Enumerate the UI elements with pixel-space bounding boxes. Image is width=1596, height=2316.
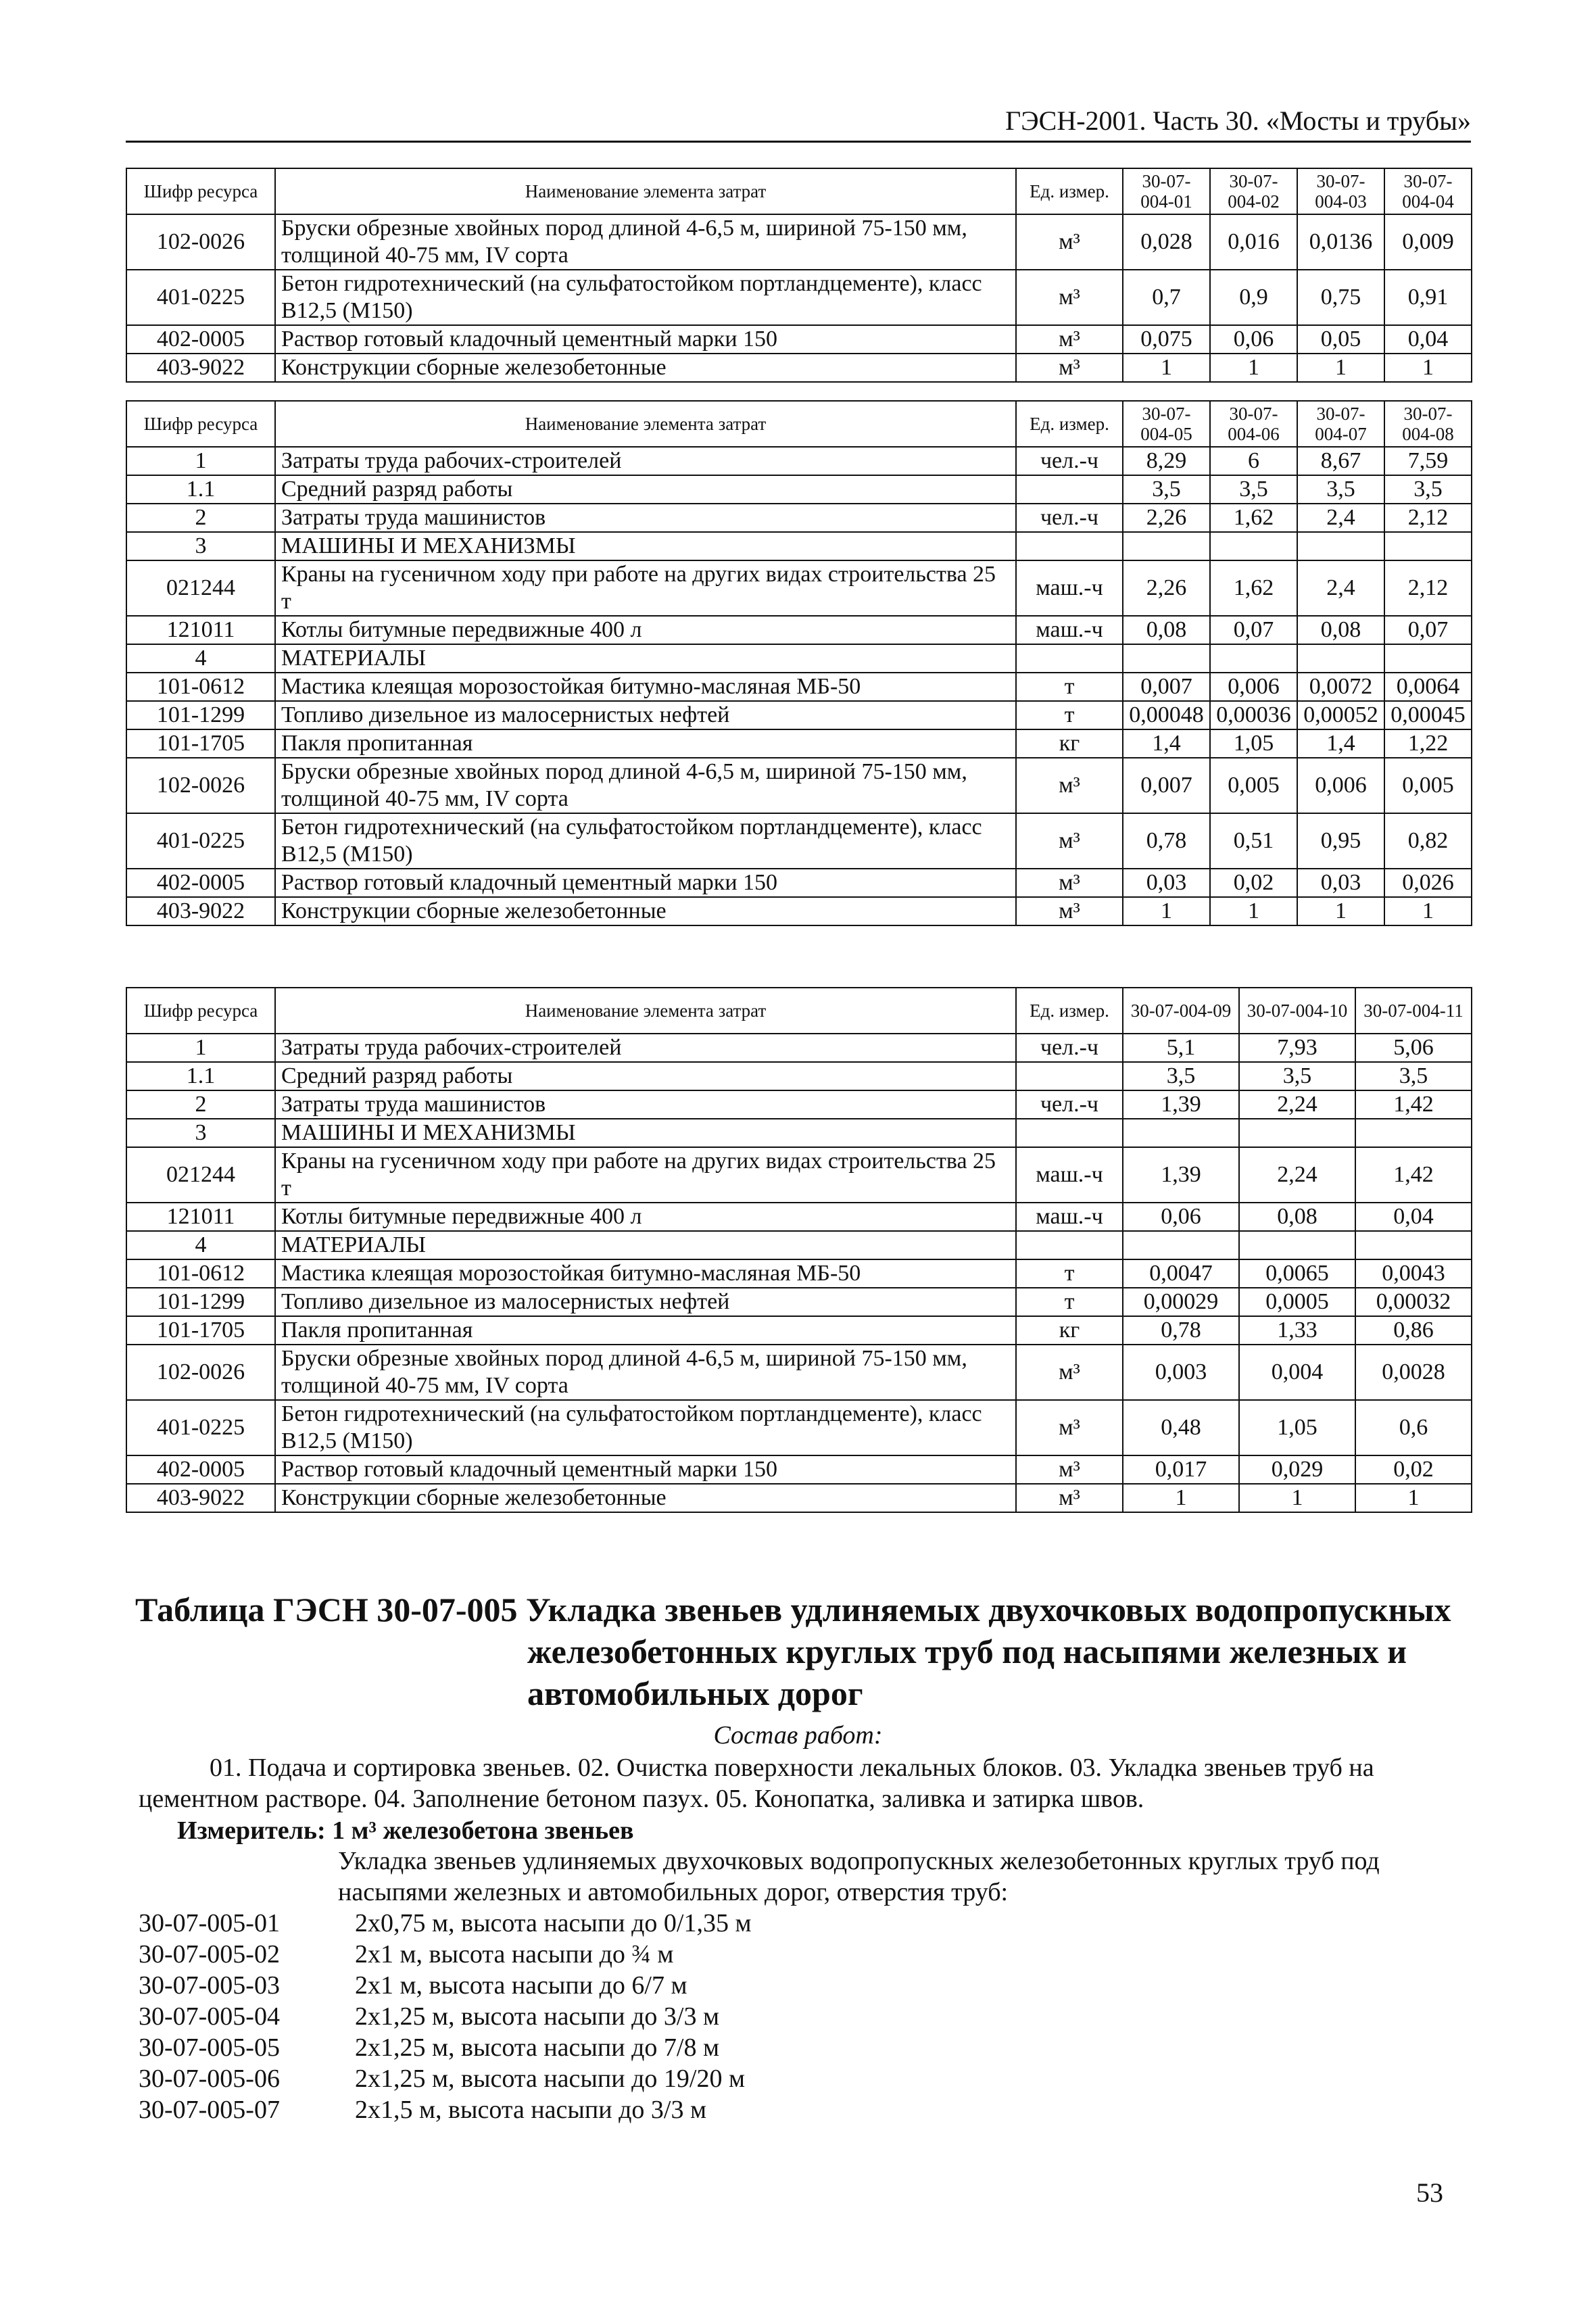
value-cell: [1297, 532, 1384, 560]
value-cell: 1: [1123, 354, 1210, 382]
table-row: [126, 1345, 1472, 1400]
unit-cell: [1016, 532, 1123, 560]
value-cell: [1239, 1231, 1355, 1259]
table-row: [126, 447, 1472, 475]
table-row: [126, 1484, 1472, 1512]
norm-text: 2х1 м, высота насыпи до 6/7 м: [355, 1971, 687, 2000]
value-cell: 1,39: [1123, 1090, 1239, 1119]
col-header-norm: 30-07-004-10: [1239, 988, 1355, 1034]
list-item: [139, 2063, 1220, 2094]
value-cell: 0,9: [1210, 270, 1297, 325]
table-row: [126, 214, 1472, 270]
value-cell: 0,06: [1123, 1203, 1239, 1231]
resource-code-cell: 4: [126, 644, 275, 673]
resource-name-cell: Бруски обрезные хвойных пород длиной 4-6,5 м, шириной 75-150 мм, толщиной 40-75 мм, IV сорта: [275, 1345, 1016, 1400]
value-cell: 5,06: [1355, 1034, 1472, 1062]
resource-code-cell: 101-0612: [126, 1259, 275, 1288]
unit-cell: [1016, 475, 1123, 504]
table-row: [126, 1231, 1472, 1259]
value-cell: [1210, 644, 1297, 673]
value-cell: 7,93: [1239, 1034, 1355, 1062]
resource-code-cell: 402-0005: [126, 1455, 275, 1484]
col-header-name: Наименование элемента затрат: [275, 401, 1016, 447]
col-header-unit: Ед. измер.: [1016, 988, 1123, 1034]
resource-code-cell: 4: [126, 1231, 275, 1259]
value-cell: 0,029: [1239, 1455, 1355, 1484]
resource-code-cell: 402-0005: [126, 869, 275, 897]
norm-text: 2х1,25 м, высота насыпи до 7/8 м: [355, 2033, 720, 2062]
resource-code-cell: 1.1: [126, 1062, 275, 1090]
value-cell: 0,0065: [1239, 1259, 1355, 1288]
section-title-line-2: железобетонных круглых труб под насыпями железных и автомобильных дорог: [527, 1633, 1407, 1712]
value-cell: 0,009: [1384, 214, 1472, 270]
value-cell: 1: [1123, 1484, 1239, 1512]
unit-cell: кг: [1016, 729, 1123, 758]
table-row: [126, 1400, 1472, 1455]
table-row: [126, 1259, 1472, 1288]
value-cell: 1,05: [1239, 1400, 1355, 1455]
resource-code-cell: 102-0026: [126, 1345, 275, 1400]
table-row: [126, 504, 1472, 532]
table-row: [126, 729, 1472, 758]
value-cell: 2,26: [1123, 504, 1210, 532]
table-row: [126, 673, 1472, 701]
value-cell: 0,0043: [1355, 1259, 1472, 1288]
table-row: [126, 869, 1472, 897]
resource-name-cell: Топливо дизельное из малосернистых нефтей: [275, 701, 1016, 729]
unit-cell: м³: [1016, 1484, 1123, 1512]
table-row: [126, 354, 1472, 382]
resource-table-1: [126, 168, 1472, 383]
resource-code-cell: 402-0005: [126, 325, 275, 354]
resource-name-cell: Краны на гусеничном ходу при работе на других видах строительства 25 т: [275, 1147, 1016, 1203]
table-row: [126, 1316, 1472, 1345]
resource-code-cell: 3: [126, 532, 275, 560]
unit-cell: м³: [1016, 325, 1123, 354]
measure-unit: Измеритель: 1 м³ железобетона звеньев: [177, 1816, 634, 1845]
resource-code-cell: 1.1: [126, 475, 275, 504]
value-cell: 0,003: [1123, 1345, 1239, 1400]
value-cell: 1,42: [1355, 1147, 1472, 1203]
unit-cell: [1016, 1231, 1123, 1259]
value-cell: 0,026: [1384, 869, 1472, 897]
resource-name-cell: Мастика клеящая морозостойкая битумно-масляная МБ-50: [275, 673, 1016, 701]
resource-name-cell: Затраты труда машинистов: [275, 1090, 1016, 1119]
value-cell: 0,075: [1123, 325, 1210, 354]
resource-name-cell: Топливо дизельное из малосернистых нефтей: [275, 1288, 1016, 1316]
col-header-unit: Ед. измер.: [1016, 401, 1123, 447]
value-cell: 1,05: [1210, 729, 1297, 758]
composition-label: Состав работ:: [713, 1721, 883, 1750]
table-row: [126, 616, 1472, 644]
resource-name-cell: Затраты труда рабочих-строителей: [275, 447, 1016, 475]
table-row: [126, 1119, 1472, 1147]
value-cell: 2,12: [1384, 504, 1472, 532]
resource-code-cell: 403-9022: [126, 354, 275, 382]
resource-code-cell: 101-1299: [126, 1288, 275, 1316]
table-row: [126, 897, 1472, 925]
col-header-norm: 30-07-004-11: [1355, 988, 1472, 1034]
value-cell: 8,67: [1297, 447, 1384, 475]
value-cell: 0,016: [1210, 214, 1297, 270]
table-row: [126, 644, 1472, 673]
resource-code-cell: 401-0225: [126, 813, 275, 869]
resource-code-cell: 401-0225: [126, 1400, 275, 1455]
value-cell: 0,005: [1384, 758, 1472, 813]
table-row: [126, 1288, 1472, 1316]
col-header-code: Шифр ресурса: [126, 168, 275, 214]
value-cell: 1,4: [1123, 729, 1210, 758]
value-cell: 0,0064: [1384, 673, 1472, 701]
table-row: [126, 701, 1472, 729]
value-cell: 0,006: [1210, 673, 1297, 701]
value-cell: [1123, 1119, 1239, 1147]
value-cell: 8,29: [1123, 447, 1210, 475]
value-cell: 0,91: [1384, 270, 1472, 325]
value-cell: 2,24: [1239, 1147, 1355, 1203]
resource-code-cell: 401-0225: [126, 270, 275, 325]
value-cell: 0,00032: [1355, 1288, 1472, 1316]
value-cell: [1239, 1119, 1355, 1147]
resource-code-cell: 403-9022: [126, 1484, 275, 1512]
list-item: [139, 1939, 1220, 1970]
unit-cell: м³: [1016, 1455, 1123, 1484]
value-cell: 3,5: [1123, 475, 1210, 504]
value-cell: [1210, 532, 1297, 560]
resource-name-cell: Бетон гидротехнический (на сульфатостойком портландцементе), класс В12,5 (М150): [275, 1400, 1016, 1455]
resource-code-cell: 2: [126, 1090, 275, 1119]
value-cell: 0,0136: [1297, 214, 1384, 270]
value-cell: 1,62: [1210, 560, 1297, 616]
value-cell: 0,007: [1123, 758, 1210, 813]
resource-code-cell: 101-0612: [126, 673, 275, 701]
value-cell: 0,0072: [1297, 673, 1384, 701]
value-cell: 0,82: [1384, 813, 1472, 869]
value-cell: 0,028: [1123, 214, 1210, 270]
list-item: [139, 1970, 1220, 2001]
value-cell: 1: [1210, 897, 1297, 925]
value-cell: 3,5: [1239, 1062, 1355, 1090]
resource-name-cell: Пакля пропитанная: [275, 729, 1016, 758]
resource-code-cell: 121011: [126, 616, 275, 644]
resource-code-cell: 101-1705: [126, 1316, 275, 1345]
value-cell: 0,7: [1123, 270, 1210, 325]
value-cell: 3,5: [1355, 1062, 1472, 1090]
operations-text: 01. Подача и сортировка звеньев. 02. Очистка поверхности лекальных блоков. 03. Укладка звеньев труб на цементном растворе. 04. Заполнение бетоном пазух. 05. Конопатка, заливка и затирка швов.: [139, 1754, 1374, 1813]
resource-code-cell: 021244: [126, 1147, 275, 1203]
resource-name-cell: Затраты труда машинистов: [275, 504, 1016, 532]
norm-code: 30-07-005-04: [139, 2002, 280, 2031]
resource-name-cell: Бруски обрезные хвойных пород длиной 4-6,5 м, шириной 75-150 мм, толщиной 40-75 мм, IV сорта: [275, 214, 1016, 270]
resource-table-3: [126, 987, 1472, 1513]
value-cell: 0,007: [1123, 673, 1210, 701]
table-row: [126, 560, 1472, 616]
table-row: [126, 1062, 1472, 1090]
col-header-name: Наименование элемента затрат: [275, 988, 1016, 1034]
value-cell: 1,39: [1123, 1147, 1239, 1203]
value-cell: 2,24: [1239, 1090, 1355, 1119]
value-cell: 0,0028: [1355, 1345, 1472, 1400]
value-cell: 2,4: [1297, 504, 1384, 532]
list-item: [139, 2032, 1220, 2063]
unit-cell: [1016, 644, 1123, 673]
unit-cell: маш.-ч: [1016, 560, 1123, 616]
unit-cell: м³: [1016, 813, 1123, 869]
value-cell: 2,26: [1123, 560, 1210, 616]
resource-name-cell: Пакля пропитанная: [275, 1316, 1016, 1345]
value-cell: 1: [1297, 897, 1384, 925]
value-cell: [1123, 532, 1210, 560]
unit-cell: т: [1016, 1259, 1123, 1288]
col-header-code: Шифр ресурса: [126, 988, 275, 1034]
table-row: [126, 758, 1472, 813]
value-cell: 0,6: [1355, 1400, 1472, 1455]
running-header: ГЭСН-2001. Часть 30. «Мосты и трубы»: [126, 101, 1471, 143]
value-cell: 1,33: [1239, 1316, 1355, 1345]
value-cell: 5,1: [1123, 1034, 1239, 1062]
value-cell: 0,02: [1210, 869, 1297, 897]
value-cell: 0,08: [1297, 616, 1384, 644]
value-cell: 2,4: [1297, 560, 1384, 616]
unit-cell: м³: [1016, 270, 1123, 325]
value-cell: 0,78: [1123, 813, 1210, 869]
value-cell: 0,78: [1123, 1316, 1239, 1345]
resource-name-cell: Мастика клеящая морозостойкая битумно-масляная МБ-50: [275, 1259, 1016, 1288]
resource-table-2: [126, 400, 1472, 926]
value-cell: 3,5: [1123, 1062, 1239, 1090]
value-cell: 3,5: [1210, 475, 1297, 504]
page-number: 53: [1416, 2177, 1443, 2208]
value-cell: 3,5: [1297, 475, 1384, 504]
unit-cell: м³: [1016, 897, 1123, 925]
unit-cell: м³: [1016, 1345, 1123, 1400]
list-item: [139, 2094, 1220, 2125]
value-cell: 0,00052: [1297, 701, 1384, 729]
unit-cell: м³: [1016, 354, 1123, 382]
value-cell: 0,00048: [1123, 701, 1210, 729]
unit-cell: кг: [1016, 1316, 1123, 1345]
norm-code: 30-07-005-02: [139, 1940, 280, 1969]
table-header-row: [126, 401, 1472, 447]
value-cell: 6: [1210, 447, 1297, 475]
resource-name-cell: Бетон гидротехнический (на сульфатостойком портландцементе), класс В12,5 (М150): [275, 270, 1016, 325]
resource-name-cell: Конструкции сборные железобетонные: [275, 897, 1016, 925]
value-cell: 0,00029: [1123, 1288, 1239, 1316]
section-title: [135, 1589, 1460, 1714]
resource-code-cell: 1: [126, 447, 275, 475]
table-row: [126, 1090, 1472, 1119]
value-cell: 0,0047: [1123, 1259, 1239, 1288]
unit-cell: маш.-ч: [1016, 1147, 1123, 1203]
value-cell: 0,86: [1355, 1316, 1472, 1345]
value-cell: 1: [1384, 897, 1472, 925]
unit-cell: т: [1016, 1288, 1123, 1316]
norm-list: [139, 1908, 1220, 2125]
list-item: [139, 1908, 1220, 1939]
value-cell: 1: [1123, 897, 1210, 925]
value-cell: [1123, 644, 1210, 673]
value-cell: 0,03: [1297, 869, 1384, 897]
resource-name-cell: Котлы битумные передвижные 400 л: [275, 1203, 1016, 1231]
value-cell: 0,07: [1384, 616, 1472, 644]
table-row: [126, 270, 1472, 325]
value-cell: 0,04: [1355, 1203, 1472, 1231]
col-header-name: Наименование элемента затрат: [275, 168, 1016, 214]
value-cell: 0,004: [1239, 1345, 1355, 1400]
col-header-norm: 30-07-004-01: [1123, 168, 1210, 214]
unit-cell: чел.-ч: [1016, 447, 1123, 475]
table-row: [126, 475, 1472, 504]
resource-name-cell: Краны на гусеничном ходу при работе на других видах строительства 25 т: [275, 560, 1016, 616]
value-cell: [1384, 644, 1472, 673]
resource-code-cell: 3: [126, 1119, 275, 1147]
value-cell: 0,04: [1384, 325, 1472, 354]
resource-code-cell: 021244: [126, 560, 275, 616]
value-cell: 0,08: [1239, 1203, 1355, 1231]
value-cell: 0,00036: [1210, 701, 1297, 729]
unit-cell: м³: [1016, 869, 1123, 897]
col-header-norm: 30-07-004-09: [1123, 988, 1239, 1034]
resource-code-cell: 403-9022: [126, 897, 275, 925]
value-cell: 1: [1210, 354, 1297, 382]
value-cell: 0,0005: [1239, 1288, 1355, 1316]
table-row: [126, 1203, 1472, 1231]
value-cell: 3,5: [1384, 475, 1472, 504]
section-title-line-1: Таблица ГЭСН 30-07-005 Укладка звеньев удлиняемых двухочковых водопропускных: [135, 1591, 1451, 1629]
value-cell: 0,006: [1297, 758, 1384, 813]
resource-name-cell: Котлы битумные передвижные 400 л: [275, 616, 1016, 644]
value-cell: 0,03: [1123, 869, 1210, 897]
table-row: [126, 1034, 1472, 1062]
table-row: [126, 325, 1472, 354]
value-cell: 0,07: [1210, 616, 1297, 644]
value-cell: 2,12: [1384, 560, 1472, 616]
value-cell: 0,95: [1297, 813, 1384, 869]
norm-text: 2х1,5 м, высота насыпи до 3/3 м: [355, 2096, 707, 2124]
resource-name-cell: Бетон гидротехнический (на сульфатостойком портландцементе), класс В12,5 (М150): [275, 813, 1016, 869]
resource-code-cell: 2: [126, 504, 275, 532]
value-cell: 0,06: [1210, 325, 1297, 354]
unit-cell: т: [1016, 701, 1123, 729]
resource-name-cell: МАШИНЫ И МЕХАНИЗМЫ: [275, 532, 1016, 560]
norm-code: 30-07-005-05: [139, 2033, 280, 2062]
unit-cell: [1016, 1119, 1123, 1147]
value-cell: 1,22: [1384, 729, 1472, 758]
value-cell: [1355, 1119, 1472, 1147]
table-row: [126, 532, 1472, 560]
list-item: [139, 2001, 1220, 2032]
resource-code-cell: 101-1299: [126, 701, 275, 729]
resource-name-cell: МАТЕРИАЛЫ: [275, 644, 1016, 673]
value-cell: 0,005: [1210, 758, 1297, 813]
value-cell: 1: [1355, 1484, 1472, 1512]
table-header-row: [126, 168, 1472, 214]
unit-cell: чел.-ч: [1016, 1090, 1123, 1119]
norm-code: 30-07-005-03: [139, 1971, 280, 2000]
resource-name-cell: МАШИНЫ И МЕХАНИЗМЫ: [275, 1119, 1016, 1147]
resource-name-cell: Раствор готовый кладочный цементный марки 150: [275, 1455, 1016, 1484]
resource-name-cell: МАТЕРИАЛЫ: [275, 1231, 1016, 1259]
norm-text: 2х1,25 м, высота насыпи до 19/20 м: [355, 2065, 746, 2093]
resource-name-cell: Раствор готовый кладочный цементный марки 150: [275, 869, 1016, 897]
value-cell: 1,4: [1297, 729, 1384, 758]
table-row: [126, 1455, 1472, 1484]
resource-code-cell: 102-0026: [126, 758, 275, 813]
norm-text: 2х1 м, высота насыпи до ¾ м: [355, 1940, 674, 1969]
value-cell: 1: [1239, 1484, 1355, 1512]
resource-name-cell: Раствор готовый кладочный цементный марки 150: [275, 325, 1016, 354]
unit-cell: маш.-ч: [1016, 616, 1123, 644]
value-cell: 0,00045: [1384, 701, 1472, 729]
value-cell: 0,08: [1123, 616, 1210, 644]
resource-name-cell: Бруски обрезные хвойных пород длиной 4-6,5 м, шириной 75-150 мм, толщиной 40-75 мм, IV сорта: [275, 758, 1016, 813]
value-cell: 0,75: [1297, 270, 1384, 325]
resource-code-cell: 121011: [126, 1203, 275, 1231]
unit-cell: м³: [1016, 1400, 1123, 1455]
unit-cell: чел.-ч: [1016, 1034, 1123, 1062]
resource-code-cell: 1: [126, 1034, 275, 1062]
norm-code: 30-07-005-01: [139, 1909, 280, 1937]
value-cell: [1355, 1231, 1472, 1259]
norm-code: 30-07-005-07: [139, 2096, 280, 2124]
col-header-code: Шифр ресурса: [126, 401, 275, 447]
resource-name-cell: Средний разряд работы: [275, 1062, 1016, 1090]
value-cell: 1,42: [1355, 1090, 1472, 1119]
resource-code-cell: 101-1705: [126, 729, 275, 758]
col-header-norm: 30-07-004-02: [1210, 168, 1297, 214]
table-header-row: [126, 988, 1472, 1034]
value-cell: 0,48: [1123, 1400, 1239, 1455]
resource-name-cell: Затраты труда рабочих-строителей: [275, 1034, 1016, 1062]
norm-description: Укладка звеньев удлиняемых двухочковых водопропускных железобетонных круглых труб под насыпями железных и автомобильных дорог, отверстия труб:: [338, 1847, 1380, 1906]
unit-cell: м³: [1016, 214, 1123, 270]
col-header-norm: 30-07-004-07: [1297, 401, 1384, 447]
unit-cell: чел.-ч: [1016, 504, 1123, 532]
value-cell: 0,05: [1297, 325, 1384, 354]
value-cell: 0,02: [1355, 1455, 1472, 1484]
table-row: [126, 1147, 1472, 1203]
value-cell: 1,62: [1210, 504, 1297, 532]
col-header-unit: Ед. измер.: [1016, 168, 1123, 214]
value-cell: 1: [1384, 354, 1472, 382]
norm-text: 2х1,25 м, высота насыпи до 3/3 м: [355, 2002, 720, 2031]
norm-text: 2х0,75 м, высота насыпи до 0/1,35 м: [355, 1909, 752, 1937]
col-header-norm: 30-07-004-05: [1123, 401, 1210, 447]
unit-cell: м³: [1016, 758, 1123, 813]
value-cell: 0,51: [1210, 813, 1297, 869]
value-cell: [1384, 532, 1472, 560]
col-header-norm: 30-07-004-06: [1210, 401, 1297, 447]
table-row: [126, 813, 1472, 869]
value-cell: 7,59: [1384, 447, 1472, 475]
col-header-norm: 30-07-004-08: [1384, 401, 1472, 447]
col-header-norm: 30-07-004-04: [1384, 168, 1472, 214]
resource-code-cell: 102-0026: [126, 214, 275, 270]
value-cell: 0,017: [1123, 1455, 1239, 1484]
norm-code: 30-07-005-06: [139, 2065, 280, 2093]
value-cell: 1: [1297, 354, 1384, 382]
col-header-norm: 30-07-004-03: [1297, 168, 1384, 214]
unit-cell: т: [1016, 673, 1123, 701]
resource-name-cell: Конструкции сборные железобетонные: [275, 1484, 1016, 1512]
resource-name-cell: Средний разряд работы: [275, 475, 1016, 504]
value-cell: [1123, 1231, 1239, 1259]
resource-name-cell: Конструкции сборные железобетонные: [275, 354, 1016, 382]
unit-cell: [1016, 1062, 1123, 1090]
value-cell: [1297, 644, 1384, 673]
unit-cell: маш.-ч: [1016, 1203, 1123, 1231]
